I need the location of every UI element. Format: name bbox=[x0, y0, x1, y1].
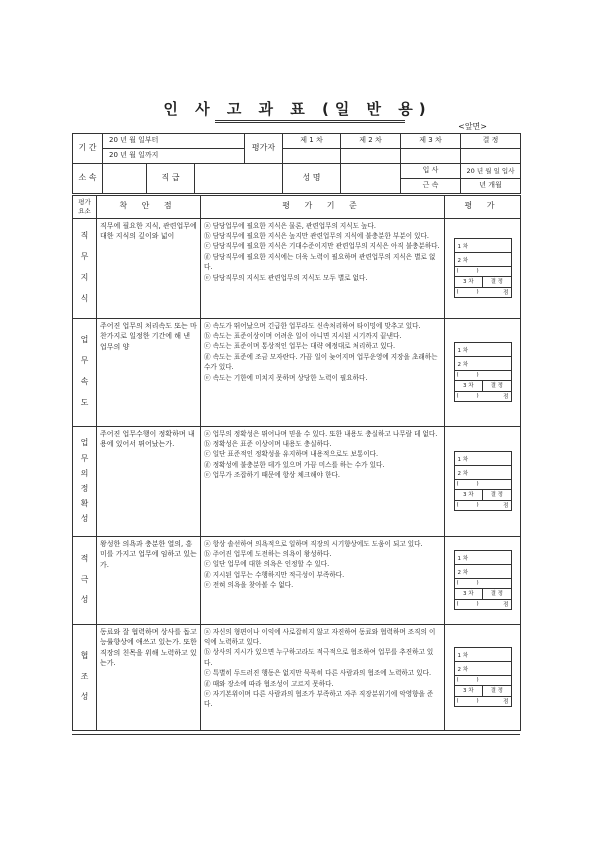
eval-points-label: 점 bbox=[503, 502, 509, 509]
criteria-cell bbox=[201, 624, 445, 730]
criteria-item: ⓑ 주어진 업무에 도전하는 의욕이 왕성하다. bbox=[204, 549, 332, 558]
criteria-item: ⓑ 속도는 표준이상이며 어려운 일이 아니면 지시된 시기까지 끝낸다. bbox=[204, 331, 402, 340]
eval-third-label: 3 차 bbox=[455, 277, 484, 287]
criteria-item: ⓐ 속도가 뛰어났으며 긴급한 업무라도 신속처리하여 타이밍에 맞추고 있다. bbox=[204, 321, 421, 330]
eval-second-label: 2 차 bbox=[457, 470, 469, 477]
category-char: 성 bbox=[80, 595, 89, 605]
eval-points-label: 점 bbox=[503, 601, 509, 608]
title-underline-double bbox=[215, 122, 405, 123]
criteria-item: ⓓ 정확성에 불충분한 데가 있으며 가끔 미스를 하는 수가 있다. bbox=[204, 460, 385, 469]
eval-open-label: ( bbox=[456, 676, 459, 683]
criteria-item: ⓒ 일단 표준적인 정확성을 유지하며 내용적으로도 보통이다. bbox=[204, 450, 379, 459]
eval-close-label: ) bbox=[476, 267, 479, 274]
col-category: 평가요소 bbox=[73, 196, 97, 219]
category-cell bbox=[73, 218, 97, 318]
eval-close-label: ) bbox=[476, 501, 479, 508]
eval-close-label: ) bbox=[476, 676, 479, 683]
eval-close-label: ) bbox=[476, 600, 479, 607]
eval-points-label: 점 bbox=[503, 289, 509, 296]
eval-open-label: ( bbox=[456, 697, 459, 704]
focus-cell: 직무에 필요한 지식, 관련업무에 대한 지식의 깊이와 넓이 bbox=[97, 218, 201, 318]
criteria-item: ⓔ 전혀 의욕을 찾아볼 수 없다. bbox=[204, 581, 294, 590]
criteria-cell bbox=[201, 218, 445, 318]
table-row bbox=[73, 426, 521, 536]
eval-second-label: 2 차 bbox=[457, 361, 469, 368]
evaluation-cell bbox=[445, 624, 521, 730]
category-char: 직 bbox=[80, 231, 89, 241]
category-char: 업 bbox=[80, 438, 89, 448]
service-value[interactable]: 년 개월 bbox=[461, 179, 521, 194]
criteria-item: ⓒ 속도는 표준이며 통상적인 업무는 대략 예정대로 처리하고 있다. bbox=[204, 342, 396, 351]
eval-open-label: ( bbox=[456, 579, 459, 586]
criteria-item: ⓔ 업무가 조잡하기 때문에 항상 체크해야 한다. bbox=[204, 471, 340, 480]
rank-field[interactable] bbox=[195, 164, 283, 194]
category-cell bbox=[73, 536, 97, 624]
category-char: 조 bbox=[80, 671, 89, 681]
eval-first-label: 1 차 bbox=[457, 652, 469, 659]
decision-label: 결 정 bbox=[461, 134, 521, 149]
evaluation-cell bbox=[445, 218, 521, 318]
eval-first-label: 1 차 bbox=[457, 347, 469, 354]
eval-result-label: 결 정 bbox=[490, 383, 503, 390]
criteria-item: ⓔ 속도는 기한에 미치지 못하며 상당한 노력이 필요하다. bbox=[204, 373, 368, 382]
col-evaluation: 평 가 bbox=[445, 196, 521, 219]
category-char: 성 bbox=[80, 514, 89, 524]
category-char: 정 bbox=[80, 484, 89, 494]
dept-field[interactable] bbox=[103, 164, 147, 194]
criteria-item: ⓒ 담당직무에 필요한 지식은 기대수준이지만 관련업무의 지식은 아직 불충분하다. bbox=[204, 242, 440, 251]
page-side-note: <앞면> bbox=[458, 122, 487, 131]
criteria-item: ⓔ 자기본위이며 다른 사람과의 협조가 부족하고 자주 직장분위기에 악영향을 준다. bbox=[204, 689, 434, 709]
category-char: 확 bbox=[80, 499, 89, 509]
category-cell bbox=[73, 624, 97, 730]
evaluator-label: 평가자 bbox=[245, 134, 283, 164]
stage-3-sign[interactable] bbox=[401, 149, 461, 164]
eval-close-label: ) bbox=[476, 697, 479, 704]
table-row bbox=[73, 218, 521, 318]
criteria-cell bbox=[201, 536, 445, 624]
eval-open-label: ( bbox=[456, 501, 459, 508]
eval-third-label: 3 차 bbox=[455, 490, 484, 500]
criteria-item: ⓓ 지시된 업무는 수행하지만 적극성이 부족하다. bbox=[204, 570, 345, 579]
eval-open-label: ( bbox=[456, 600, 459, 607]
period-from[interactable]: 20 년 월 일부터 bbox=[103, 134, 245, 149]
eval-third-label: 3 차 bbox=[455, 589, 484, 599]
eval-result-label: 결 정 bbox=[490, 492, 503, 499]
eval-second-label: 2 차 bbox=[457, 257, 469, 264]
decision-sign[interactable] bbox=[461, 149, 521, 164]
join-value[interactable]: 20 년 월 일 입사 bbox=[461, 164, 521, 179]
eval-first-label: 1 차 bbox=[457, 456, 469, 463]
evaluation-cell bbox=[445, 318, 521, 426]
eval-close-label: ) bbox=[476, 480, 479, 487]
category-char: 도 bbox=[80, 397, 89, 407]
col-focus: 착 안 점 bbox=[97, 196, 201, 219]
eval-close-label: ) bbox=[476, 288, 479, 295]
stage-1-label: 제 1 차 bbox=[283, 134, 341, 149]
name-field[interactable] bbox=[341, 164, 401, 194]
criteria-cell bbox=[201, 426, 445, 536]
stage-2-label: 제 2 차 bbox=[341, 134, 401, 149]
evaluation-table bbox=[72, 195, 521, 731]
category-char: 식 bbox=[80, 293, 89, 303]
evaluation-cell bbox=[445, 536, 521, 624]
category-char: 업 bbox=[80, 335, 89, 345]
criteria-item: ⓓ 담당직무에 필요한 지식에는 더욱 노력이 필요하며 관련업무의 지식은 별로 없다. bbox=[204, 252, 436, 272]
category-char: 의 bbox=[80, 468, 89, 478]
eval-result-label: 결 정 bbox=[490, 688, 503, 695]
eval-second-label: 2 차 bbox=[457, 569, 469, 576]
criteria-item: ⓑ 정확성은 표준 이상이며 내용도 충실하다. bbox=[204, 439, 332, 448]
criteria-item: ⓐ 항상 솔선하여 의욕적으로 일하며 직장의 시기향상에도 도움이 되고 있다. bbox=[204, 539, 423, 548]
category-char: 협 bbox=[80, 650, 89, 660]
focus-cell: 왕성한 의욕과 충분한 열의, 흥미를 가지고 업무에 임하고 있는가. bbox=[97, 536, 201, 624]
eval-second-label: 2 차 bbox=[457, 666, 469, 673]
criteria-item: ⓐ 담당업무에 필요한 지식은 물론, 관련업무의 지식도 높다. bbox=[204, 221, 376, 230]
name-label: 성 명 bbox=[283, 164, 341, 194]
focus-cell: 주어진 업무수행이 정확하며 내용에 있어서 뛰어났는가. bbox=[97, 426, 201, 536]
eval-first-label: 1 차 bbox=[457, 555, 469, 562]
evaluation-box[interactable] bbox=[454, 550, 512, 610]
eval-points-label: 점 bbox=[503, 698, 509, 705]
title-underline bbox=[215, 120, 405, 121]
stage-1-sign[interactable] bbox=[283, 149, 341, 164]
category-cell bbox=[73, 426, 97, 536]
eval-open-label: ( bbox=[456, 371, 459, 378]
criteria-item: ⓑ 상사의 지시가 있으면 누구하고라도 적극적으로 협조하여 업무를 추진하고 있다. bbox=[204, 648, 434, 667]
eval-result-label: 결 정 bbox=[490, 279, 503, 286]
eval-close-label: ) bbox=[476, 392, 479, 399]
criteria-item: ⓓ 속도는 표준에 조금 모자란다. 가끔 일이 늦어지며 업무운영에 지장을 초래하는 수가 있다. bbox=[204, 352, 438, 372]
evaluation-box[interactable] bbox=[454, 342, 512, 402]
col-criteria: 평 가 기 준 bbox=[201, 196, 445, 219]
category-char: 지 bbox=[80, 273, 89, 283]
category-char: 성 bbox=[80, 692, 89, 702]
dept-label: 소 속 bbox=[73, 164, 103, 194]
focus-cell: 주어진 업무의 처리속도 또는 마찬가지로 일정한 기간에 해 낸 업무의 양 bbox=[97, 318, 201, 426]
category-cell bbox=[73, 318, 97, 426]
join-label: 입 사 bbox=[401, 164, 461, 179]
eval-open-label: ( bbox=[456, 480, 459, 487]
focus-cell: 동료와 잘 협력하며 상사를 돕고 능률향상에 애쓰고 있는가. 또한 직장의 친목을 위해 노력하고 있는가. bbox=[97, 624, 201, 730]
criteria-item: ⓒ 일단 업무에 대한 의욕은 인정할 수 있다. bbox=[204, 560, 330, 569]
eval-points-label: 점 bbox=[503, 393, 509, 400]
rank-label: 직 급 bbox=[147, 164, 195, 194]
eval-close-label: ) bbox=[476, 579, 479, 586]
criteria-item: ⓔ 담당직무의 지식도 관련업무의 지식도 모두 별로 없다. bbox=[204, 273, 368, 282]
period-to[interactable]: 20 년 월 일까지 bbox=[103, 149, 245, 164]
table-row bbox=[73, 624, 521, 730]
category-char: 적 bbox=[80, 553, 89, 563]
criteria-item: ⓒ 특별히 두드러진 행동은 없지만 묵묵히 다른 사람과의 협조에 노력하고 있다. bbox=[204, 669, 432, 678]
eval-third-label: 3 차 bbox=[455, 686, 484, 696]
criteria-item: ⓐ 자신의 형편이나 이익에 사로잡히지 않고 자진하여 동료와 협력하며 조직의 이익에 노력하고 있다. bbox=[204, 627, 436, 646]
category-char: 무 bbox=[80, 453, 89, 463]
category-char: 무 bbox=[80, 252, 89, 262]
header-table bbox=[72, 133, 521, 194]
stage-2-sign[interactable] bbox=[341, 149, 401, 164]
criteria-item: ⓐ 업무의 정확성은 뛰어나며 믿을 수 있다. 또한 내용도 충실하고 나무랄 데 없다. bbox=[204, 429, 438, 438]
page-title: 인 사 고 과 표 (일 반 용) bbox=[163, 100, 432, 118]
eval-open-label: ( bbox=[456, 288, 459, 295]
stage-3-label: 제 3 차 bbox=[401, 134, 461, 149]
evaluation-box[interactable] bbox=[454, 238, 512, 298]
eval-third-label: 3 차 bbox=[455, 381, 484, 391]
category-char: 속 bbox=[80, 377, 89, 387]
bottom-rule bbox=[72, 734, 520, 735]
category-char: 극 bbox=[80, 574, 89, 584]
category-char: 무 bbox=[80, 356, 89, 366]
table-row bbox=[73, 536, 521, 624]
service-label: 근 속 bbox=[401, 179, 461, 194]
eval-close-label: ) bbox=[476, 371, 479, 378]
criteria-item: ⓓ 때와 장소에 따라 협조성이 고르지 못하다. bbox=[204, 679, 334, 688]
criteria-cell bbox=[201, 318, 445, 426]
period-label: 기 간 bbox=[73, 134, 103, 164]
criteria-item: ⓑ 담당직무에 필요한 지식은 높지만 관련업무의 지식에 불충분한 부분이 있다. bbox=[204, 231, 430, 240]
table-row bbox=[73, 318, 521, 426]
eval-result-label: 결 정 bbox=[490, 591, 503, 598]
eval-open-label: ( bbox=[456, 267, 459, 274]
evaluation-box[interactable] bbox=[454, 647, 512, 707]
eval-open-label: ( bbox=[456, 392, 459, 399]
evaluation-box[interactable] bbox=[454, 451, 512, 511]
evaluation-cell bbox=[445, 426, 521, 536]
eval-first-label: 1 차 bbox=[457, 243, 469, 250]
